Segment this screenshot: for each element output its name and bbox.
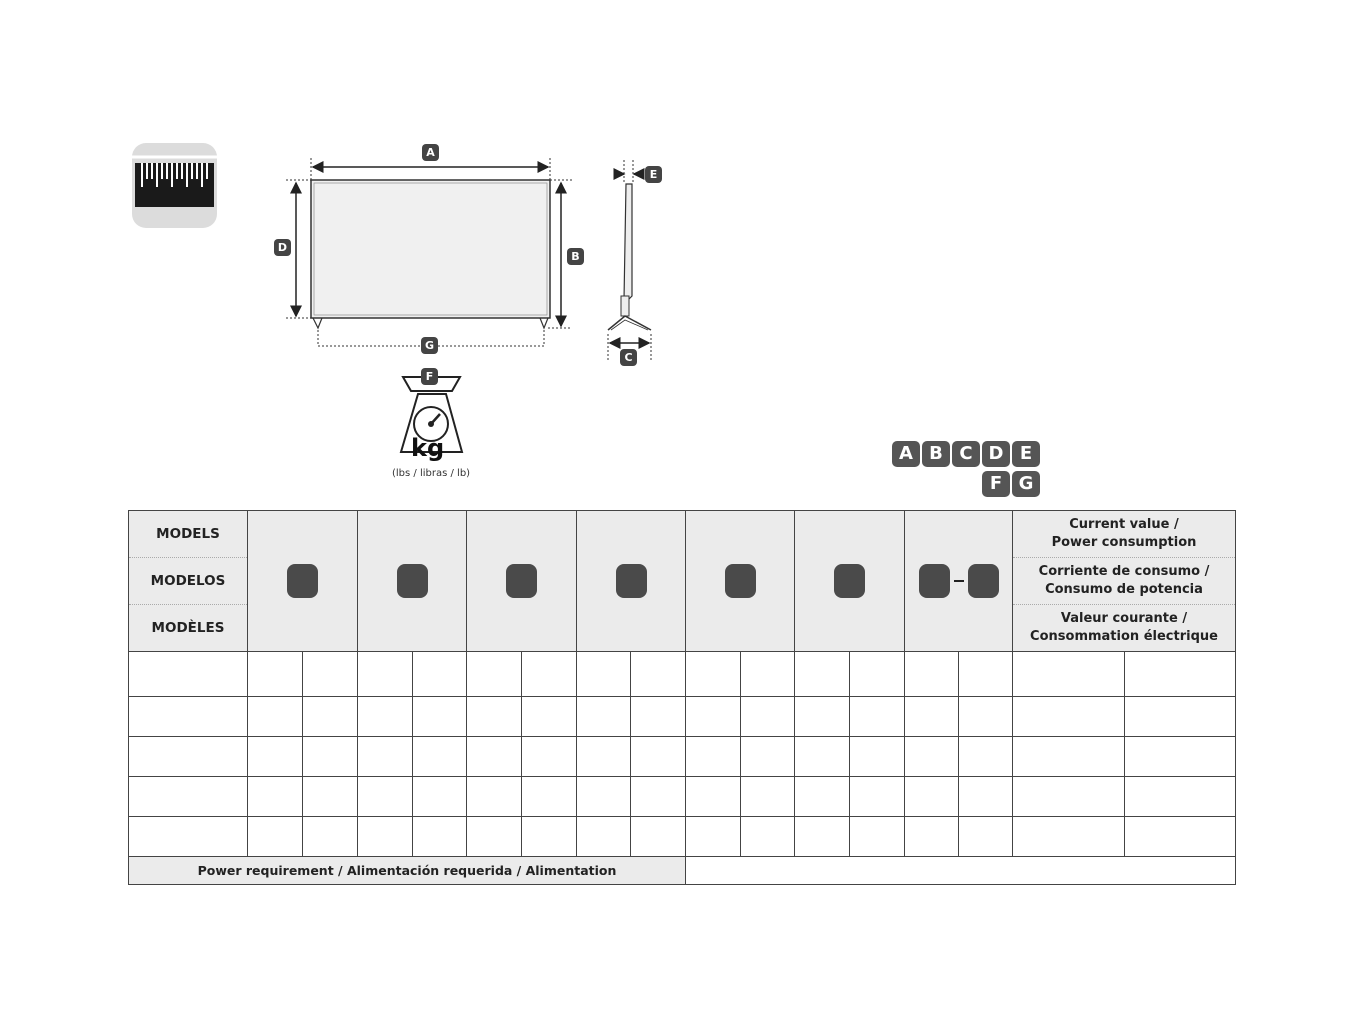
dimension-f-badge: F bbox=[421, 368, 438, 385]
models-label-en: MODELS bbox=[156, 526, 220, 542]
dimension-a-badge: A bbox=[422, 144, 439, 161]
tv-dimension-drawing bbox=[0, 0, 1365, 500]
table-row bbox=[129, 737, 1236, 777]
table-row bbox=[129, 697, 1236, 737]
column-header-7 bbox=[905, 511, 1013, 652]
column-badge bbox=[506, 564, 537, 598]
legend-badge-a: A bbox=[892, 441, 920, 467]
specification-table bbox=[128, 510, 1236, 885]
models-header-cell bbox=[129, 511, 248, 652]
models-label-fr: MODÈLES bbox=[129, 604, 247, 651]
weight-unit-label: kg bbox=[411, 434, 445, 462]
weight-alt-units-label: (lbs / libras / lb) bbox=[392, 468, 471, 479]
column-badge bbox=[919, 564, 950, 598]
column-badge bbox=[397, 564, 428, 598]
column-header-5 bbox=[686, 511, 795, 652]
legend-badge-d: D bbox=[982, 441, 1010, 467]
column-header-6 bbox=[795, 511, 905, 652]
column-badge bbox=[725, 564, 756, 598]
column-badge bbox=[834, 564, 865, 598]
power-requirement-label: Power requirement / Alimentación requerida / Alimentation bbox=[129, 857, 686, 885]
power-label-en: Current value / Power consumption bbox=[1051, 517, 1197, 550]
legend-badge-g: G bbox=[1012, 471, 1040, 497]
legend-badge-c: C bbox=[952, 441, 980, 467]
range-dash bbox=[954, 580, 964, 582]
column-header-3 bbox=[467, 511, 577, 652]
dimension-e-badge: E bbox=[645, 166, 662, 183]
column-badge bbox=[287, 564, 318, 598]
column-header-1 bbox=[248, 511, 358, 652]
power-requirement-value bbox=[686, 857, 1236, 885]
column-header-2 bbox=[358, 511, 467, 652]
column-badge bbox=[616, 564, 647, 598]
power-label-fr: Valeur courante / Consommation électrique bbox=[1013, 604, 1235, 651]
table-row bbox=[129, 777, 1236, 817]
legend-badge-e: E bbox=[1012, 441, 1040, 467]
column-header-4 bbox=[577, 511, 686, 652]
legend-badge-f: F bbox=[982, 471, 1010, 497]
dimension-d-badge: D bbox=[274, 239, 291, 256]
dimension-g-badge: G bbox=[421, 337, 438, 354]
column-badge bbox=[968, 564, 999, 598]
table-row bbox=[129, 652, 1236, 697]
models-label-es: MODELOS bbox=[129, 557, 247, 604]
dimension-c-badge: C bbox=[620, 349, 637, 366]
power-label-es: Corriente de consumo / Consumo de potencia bbox=[1013, 557, 1235, 604]
legend-badge-b: B bbox=[922, 441, 950, 467]
power-header-cell bbox=[1013, 511, 1236, 652]
dimension-b-badge: B bbox=[567, 248, 584, 265]
table-row bbox=[129, 817, 1236, 857]
